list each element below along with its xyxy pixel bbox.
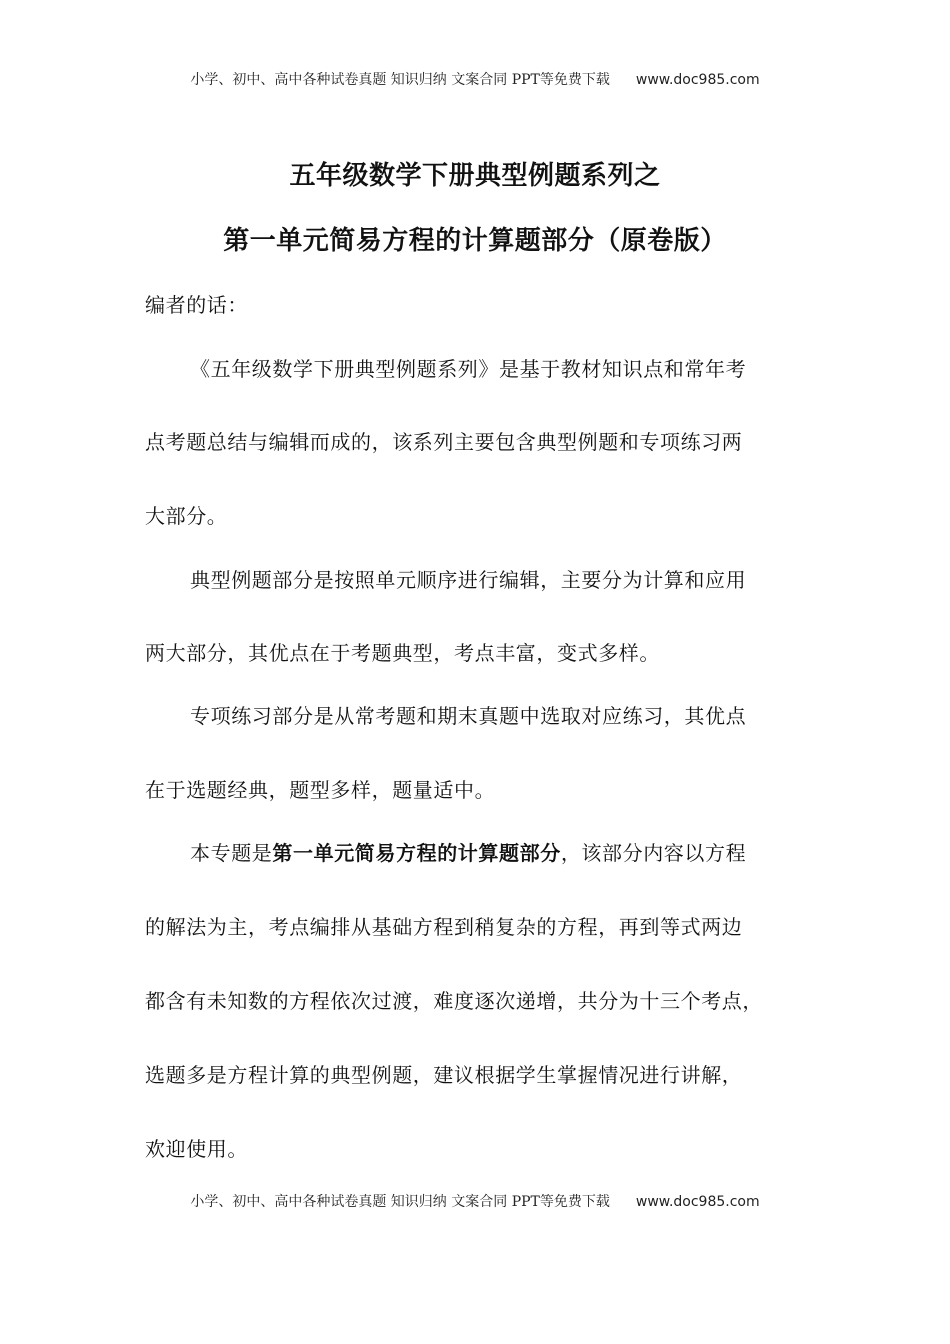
paragraph-4-line-3: 都含有未知数的方程依次过渡，难度逐次递增，共分为十三个考点， xyxy=(145,989,763,1013)
running-footer-text: 小学、初中、高中各种试卷真题 知识归纳 文案合同 PPT等免费下载 xyxy=(190,1194,610,1210)
running-header-site: www.doc985.com xyxy=(635,72,760,88)
paragraph-4-line-2: 的解法为主，考点编排从基础方程到稍复杂的方程，再到等式两边 xyxy=(145,915,743,939)
paragraph-1-line-1: 《五年级数学下册典型例题系列》是基于教材知识点和常年考 xyxy=(190,357,747,381)
paragraph-4-prefix: 本专题是 xyxy=(190,841,273,865)
document-title-line-2: 第一单元简易方程的计算题部分（原卷版） xyxy=(223,226,727,256)
paragraph-2-line-2: 两大部分，其优点在于考题典型，考点丰富，变式多样。 xyxy=(145,641,660,665)
editor-label: 编者的话： xyxy=(145,293,248,317)
paragraph-1-line-2: 点考题总结与编辑而成的，该系列主要包含典型例题和专项练习两 xyxy=(145,430,743,454)
paragraph-4-line-4: 选题多是方程计算的典型例题，建议根据学生掌握情况进行讲解， xyxy=(145,1063,743,1087)
paragraph-3-line-1: 专项练习部分是从常考题和期末真题中选取对应练习，其优点 xyxy=(190,704,747,728)
paragraph-4-line-5: 欢迎使用。 xyxy=(145,1137,248,1161)
document-title-line-1: 五年级数学下册典型例题系列之 xyxy=(289,161,661,191)
running-footer-site: www.doc985.com xyxy=(635,1194,760,1210)
paragraph-1-line-3: 大部分。 xyxy=(145,504,228,528)
paragraph-4-suffix: ，该部分内容以方程 xyxy=(560,841,747,865)
paragraph-3-line-2: 在于选题经典，题型多样，题量适中。 xyxy=(145,778,496,802)
paragraph-4-line-1 xyxy=(190,837,746,866)
running-footer xyxy=(0,1191,950,1211)
paragraph-4-bold-topic: 第一单元简易方程的计算题部分 xyxy=(272,841,561,865)
running-header-text: 小学、初中、高中各种试卷真题 知识归纳 文案合同 PPT等免费下载 xyxy=(190,72,610,88)
running-header xyxy=(0,69,950,89)
paragraph-2-line-1: 典型例题部分是按照单元顺序进行编辑，主要分为计算和应用 xyxy=(190,568,747,592)
